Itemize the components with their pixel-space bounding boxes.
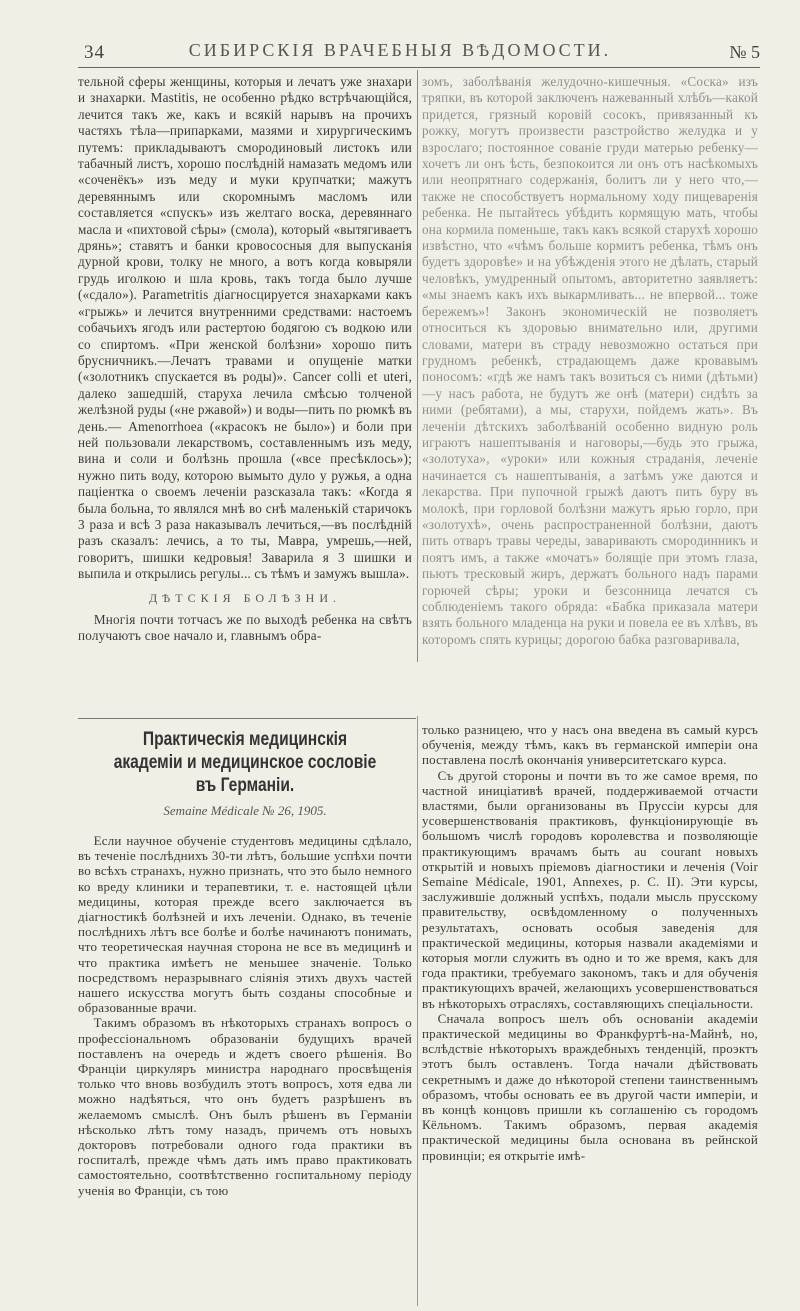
- header-rule: [78, 67, 760, 68]
- body-paragraph: Съ другой стороны и почти въ то же самое время, по частной иниціативѣ врачей, поддерживаемой отчасти властями, были организованы въ Пруссіи курсы для усовершенствованія практиковъ, функціонирующіе въ большомъ числѣ городовъ королевства и позволяющіе практикующимъ врачамъ быть au courant новыхъ открытій и новыхъ пріемовъ діагностики и леченія (Voir Semaine Médicale, 1901, Annexes, p. C. II). Эти курсы, заслужившіе должный успѣхъ, подали мысль прусскому правительству, освѣдомленному о полученныхъ результатахъ, основать особыя заведенія для практической медицины, которыя назвали академіями и которыя могли служить въ одно и то же время, какъ для года практики, требуемаго закономъ, такъ и для обученія практикующихъ врачей, желающихъ усовершенствоваться въ нѣкоторыхъ отрасляхъ, составляющихъ спеціальности.: [422, 767, 758, 1011]
- journal-title: СИБИРСКІЯ ВРАЧЕБНЫЯ ВѢДОМОСТИ.: [188, 40, 612, 60]
- body-paragraph: Многія почти тотчасъ же по выходѣ ребенка на свѣтъ получаютъ свое начало и, главнымъ обра-: [78, 611, 412, 643]
- column-divider: [417, 716, 418, 1306]
- body-paragraph: Сначала вопросъ шелъ объ основаніи академіи практической медицины во Франкфуртѣ-на-Майнѣ, но, вслѣдствіе нѣкоторыхъ враждебныхъ тенденцій, проэктъ этотъ былъ оставленъ. Тогда начали дѣйствовать секретнымъ и даже до нѣкоторой степени таинственнымъ образомъ, чтобы основать ее въ другой части имперіи, и въ концѣ концовъ пришли къ соглашенію съ городомъ Кёльномъ. Такимъ образомъ, первая академія практической медицины была основана въ рейнской провинціи; ея открытіе имѣ-: [422, 1010, 758, 1163]
- column-divider: [417, 70, 418, 662]
- issue-number: № 5: [729, 42, 760, 62]
- body-paragraph: Такимъ образомъ въ нѣкоторыхъ странахъ вопросъ о профессіональномъ образованіи будущихъ врачей поставленъ на очередь и ждетъ своего рѣшенія. Во Франціи циркуляръ министра народнаго просвѣщенія только что вновь возбудилъ этотъ вопросъ, хотя едва ли можно надѣяться, что онъ будетъ разрѣшенъ въ желаемомъ смыслѣ. Онъ былъ рѣшенъ въ Германіи нѣсколько лѣтъ тому назадъ, причемъ отъ новыхъ докторовъ потребовали одного года практики въ госпиталѣ, прежде чѣмъ дать имъ право практиковать самостоятельно, соотвѣтственно госпитальному періоду ученія во Франціи, съ тою: [78, 1015, 412, 1198]
- upper-left-column: [78, 74, 412, 674]
- body-paragraph: Если научное обученіе студентовъ медицины сдѣлало, въ теченіе послѣднихъ 30-ти лѣтъ, большие успѣхи почти во всѣхъ странахъ, нужно признать, что это было немного ко вреду клиники и терапевтики, т. е. настоящей цѣли медицины, которая прежде всего заключается въ діагностикѣ болѣзней и ихъ леченіи. Однако, въ теченіе послѣднихъ лѣтъ все болѣе и болѣе начинаютъ понимать, что теоретическая научная сторона не все въ медицинѣ и что практика имѣетъ не меньшее значеніе. Только посредствомъ неразрывнаго сліянія этихъ двухъ частей нашего искусства могутъ быть созданы способные и образованные врачи.: [78, 833, 412, 1016]
- section-divider: [78, 718, 416, 719]
- article-source: Semaine Médicale № 26, 1905.: [163, 803, 327, 818]
- article-right-column: [422, 722, 758, 1306]
- body-paragraph: зомъ, заболѣванія желудочно-кишечныя. «Соска» изъ тряпки, въ которой заключенъ нажеванный хлѣбъ—какой придется, грязный коровій сосокъ, привязанный къ рожку, могутъ произвести разстройство желудка и у взрослаго; постоянное сованіе груди матерью ребенку—хочетъ ли онъ ѣсть, безпокоится ли онъ отъ насѣкомыхъ или неопрятнаго содержанія, болитъ ли у него что,—также не способствуетъ нормальному ходу пищеваренія ребенка. Не пытайтесь убѣдить кормящую мать, чтобы она кормила поменьше, такъ какъ всякой старухѣ хорошо извѣстно, что «чѣмъ больше кормитъ ребенка, тѣмъ онъ будетъ здоровѣе» и на убѣжденія этого не дѣлать, старый человѣкъ, умудренный опытомъ, авторитетно заявляетъ: «мы знаемъ какъ ихъ выкармливать... не впервой... тоже бережемъ»! Законъ экономическій не позволяетъ относиться къ здоровью внимательно или, другими словами, матери въ страду невозможно остаться при грудномъ ребенкѣ, страдающемъ даже кровавымъ поносомъ: «гдѣ же намъ такъ возиться съ ними (дѣтьми)—у насъ работа, не будутъ же онѣ (матери) сидѣть за ними (ребятами), а мы, старухи, пойдемъ жать». Въ леченіи дѣтскихъ заболѣваній особенно видную роль играютъ нашептыванія и наговоры,—будь это грыжа, «золотуха», «уроки» или кожныя страданія, леченіе начинается съ нашептыванія, а затѣмъ уже даются и лекарства. При пупочной грыжѣ даютъ пить буру въ молокѣ, при горловой болѣзни мажутъ ярью горло, при «золотухѣ», очень распространенной болѣзни, даютъ пить отваръ травы череды, заваривають смородинникъ и поятъ имъ, а также «мочатъ» болящіе при этомъ глаза, пьютъ тресковый жиръ, держатъ больного надъ парами горючей сѣры; уроки и безсонница лечатся съ соблюденіемъ такого обряда: «Бабка приказала матери взять больного младенца на руки и повела ее въ хлѣвъ, въ которомъ спять курицы; дорогою бабка разговаривала,: [422, 74, 758, 647]
- body-paragraph: тельной сферы женщины, которыя и лечатъ уже знахари и знахарки. Mastitis, не особенно рѣдко встрѣчающійся, лечится такъ же, какъ и всякій нарывъ на прочихъ частяхъ тѣла—припарками, мазями и хирургическимъ путемъ: прикладываютъ смородиновый листокъ или табачный листъ, хорошо послѣдній намазать медомъ или «соченёкъ» изъ меду и муки крупчатки; мажутъ деревяннымъ или скоромнымъ масломъ или составляется «спускъ» изъ желтаго воска, деревяннаго масла и «пихтовой сѣры» (смола), который «вытягиваетъ дрянь»; ставятъ и банки кровососныя для выпусканія дурной крови, толку не много, а вотъ когда ковыряли грудь иголкою и шла кровь, такъ тогда было лучше («сдало»). Parametritis діагносцируется знахарками какъ «грыжь» и лечится внутренними средствами: настоемъ собачьихъ ягодъ или растертою бодягою съ водкою или со спиртомъ. «При женской болѣзни» хорошо пить брусничникъ.—Лечатъ травами и опущеніе матки («золотникъ спускается въ роды)». Cancer colli et uteri, далеко зашедшій, старуха лечила смѣсью толченой желѣзной руды («не ржавой») и воды—пить по рюмкѣ въ день.— Amenorrhoea («красокъ не было») и боли при ней пользовали лекарствомъ, составленнымъ изъ меду, вина и соли и болѣзнь прошла («все пресѣклось»); нужно пить воду, которою вымыто дуло у ружья, а одна паціентка о своемъ леченіи разсказала такъ: «Когда я была больна, то являлся мнѣ во снѣ маленькій старичокъ 3 раза и всѣ 3 раза наказывалъ лечиться,—въ послѣдній разъ сказалъ: лечись, а то ты, Мавра, умрешь,—ней, говоритъ, шишки кедровыя! Заварила я 3 шишки и выпила и открылись регулы... съ тѣмъ и замужъ вышла».: [78, 74, 412, 582]
- article-left-column: [78, 728, 412, 1306]
- upper-right-column: [422, 74, 758, 674]
- page-number: 34: [84, 42, 105, 63]
- page-header: [0, 0, 800, 62]
- article-title: Практическія медицинскія академіи и медицинское сословіе въ Германіи.: [113, 729, 377, 796]
- body-paragraph: только разницею, что у насъ она введена въ самый курсъ обученія, между тѣмъ, какъ въ германской имперіи она поставлена послѣ окончанія университетскаго курса.: [422, 722, 758, 768]
- section-heading: ДѢТСКІЯ БОЛѢЗНИ.: [149, 590, 341, 605]
